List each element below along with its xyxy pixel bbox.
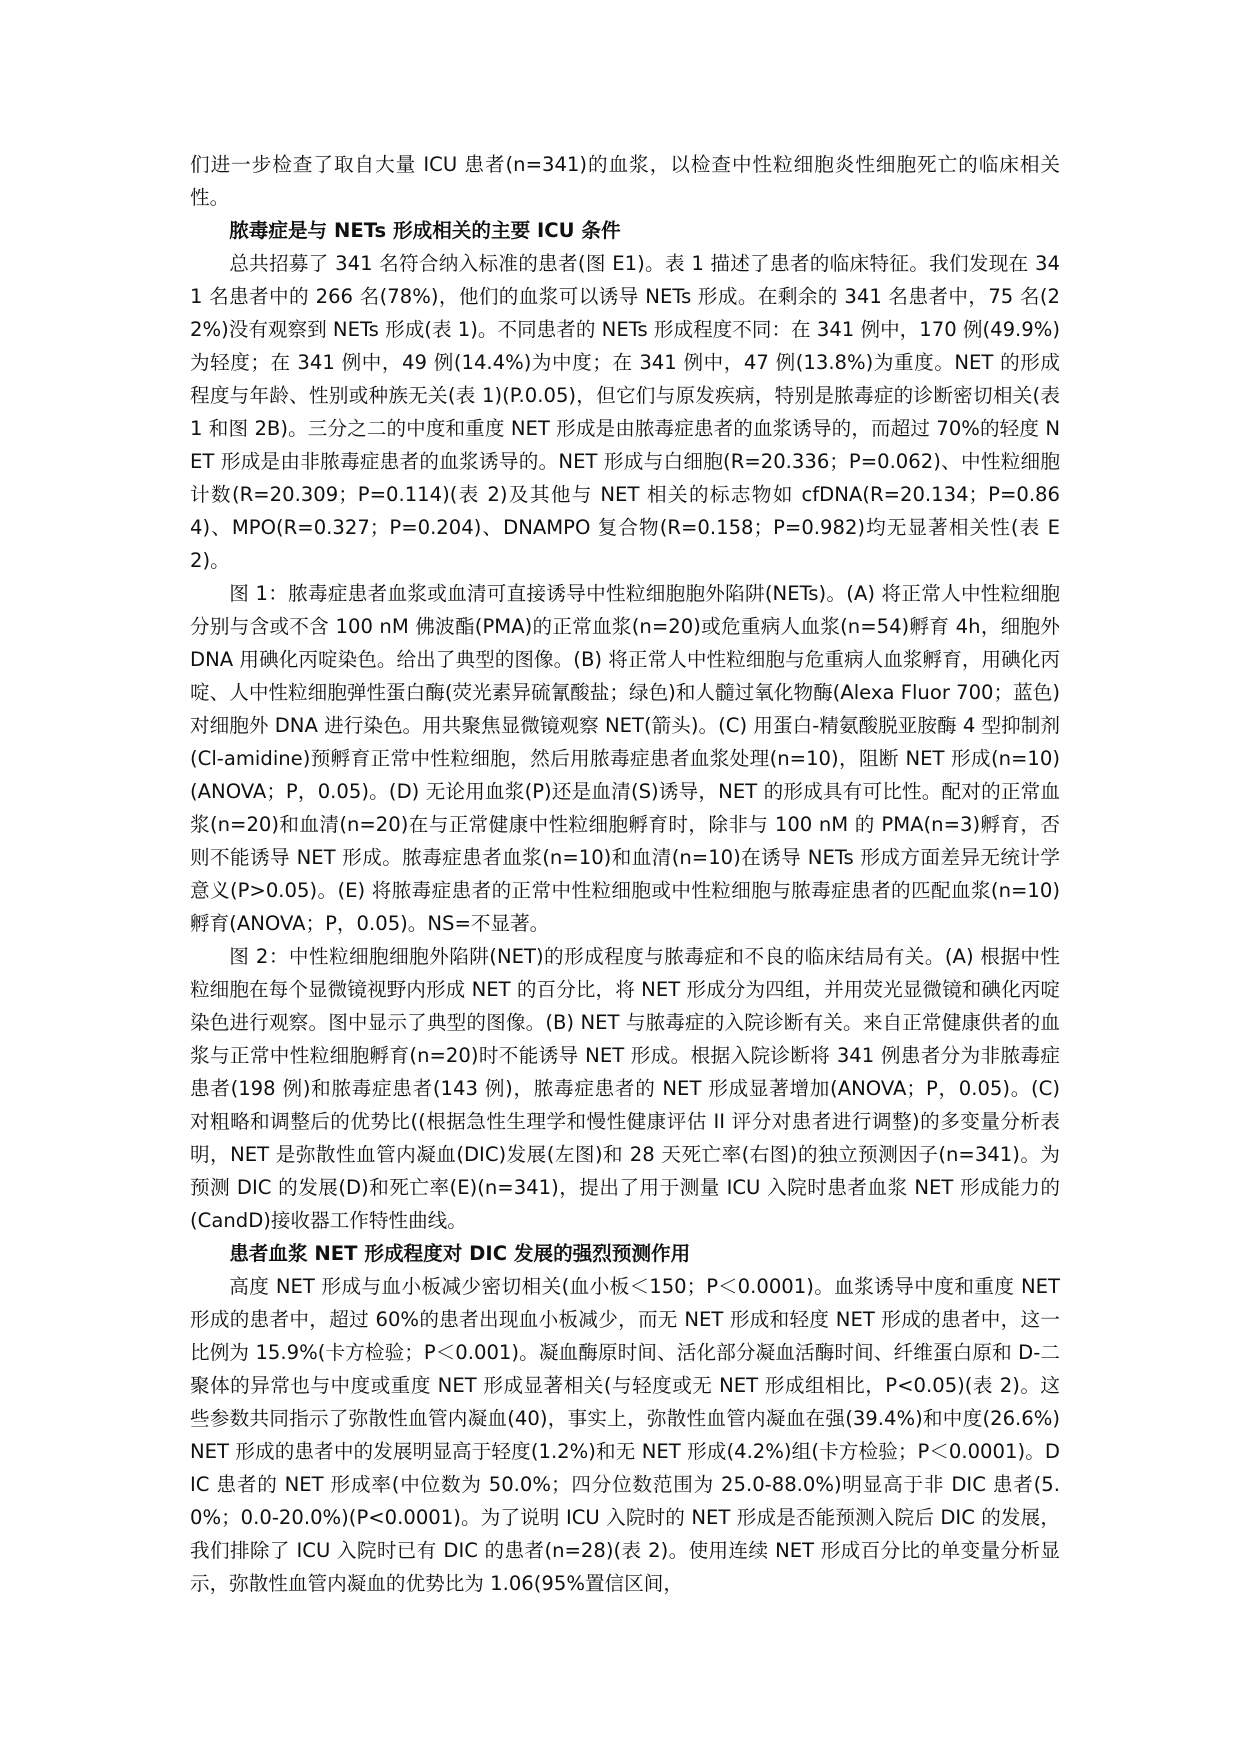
paragraph-intro: 们进一步检查了取自大量 ICU 患者(n=341)的血浆，以检查中性粒细胞炎性细胞死亡的临床相关性。 (190, 153, 1060, 209)
figure-1-caption: 图 1：脓毒症患者血浆或血清可直接诱导中性粒细胞胞外陷阱(NETs)。(A) 将正常人中性粒细胞分别与含或不含 100 nM 佛波酯(PMA)的正常血浆(n=20)或危重病人血浆(n=54)孵育 4h，细胞外 DNA 用碘化丙啶染色。给出了典型的图像。(B) 将正常人中性粒细胞与危重病人血浆孵育，用碘化丙啶、人中性粒细胞弹性蛋白酶(荧光素异硫氰酸盐；绿色)和人髓过氧化物酶(Alexa Fluor 700；蓝色)对细胞外 DNA 进行染色。用共聚焦显微镜观察 NET(箭头)。(C) 用蛋白-精氨酸脱亚胺酶 4 型抑制剂(Cl-amidine)预孵育正常中性粒细胞，然后用脓毒症患者血浆处理(n=10)，阻断 NET 形成(n=10)(ANOVA；P，0.05)。(D) 无论用血浆(P)还是血清(S)诱导，NET 的形成具有可比性。配对的正常血浆(n=20)和血清(n=20)在与正常健康中性粒细胞孵育时，除非与 100 nM 的 PMA(n=3)孵育，否则不能诱导 NET 形成。脓毒症患者血浆(n=10)和血清(n=10)在诱导 NETs 形成方面差异无统计学意义(P>0.05)。(E) 将脓毒症患者的正常中性粒细胞或中性粒细胞与脓毒症患者的匹配血浆(n=10)孵育(ANOVA；P，0.05)。NS=不显著。 (190, 582, 1060, 935)
figure-2-caption: 图 2：中性粒细胞细胞外陷阱(NET)的形成程度与脓毒症和不良的临床结局有关。(A) 根据中性粒细胞在每个显微镜视野内形成 NET 的百分比，将 NET 形成分为四组，并用荧光显微镜和碘化丙啶染色进行观察。图中显示了典型的图像。(B) NET 与脓毒症的入院诊断有关。来自正常健康供者的血浆与正常中性粒细胞孵育(n=20)时不能诱导 NET 形成。根据入院诊断将 341 例患者分为非脓毒症患者(198 例)和脓毒症患者(143 例)，脓毒症患者的 NET 形成显著增加(ANOVA；P，0.05)。(C) 对粗略和调整后的优势比((根据急性生理学和慢性健康评估 II 评分对患者进行调整)的多变量分析表明，NET 是弥散性血管内凝血(DIC)发展(左图)和 28 天死亡率(右图)的独立预测因子(n=341)。为预测 DIC 的发展(D)和死亡率(E)(n=341)，提出了用于测量 ICU 入院时患者血浆 NET 形成能力的(CandD)接收器工作特性曲线。 (190, 945, 1060, 1232)
section-heading-sepsis: 脓毒症是与 NETs 形成相关的主要 ICU 条件 (229, 219, 621, 242)
paragraph-dic-results: 高度 NET 形成与血小板减少密切相关(血小板＜150；P＜0.0001)。血浆诱导中度和重度 NET 形成的患者中，超过 60%的患者出现血小板减少，而无 NET 形成和轻度 NET 形成的患者中，这一比例为 15.9%(卡方检验；P＜0.001)。凝血酶原时间、活化部分凝血活酶时间、纤维蛋白原和 D-二聚体的异常也与中度或重度 NET 形成显著相关(与轻度或无 NET 形成组相比，P<0.05)(表 2)。这些参数共同指示了弥散性血管内凝血(40)，事实上，弥散性血管内凝血在强(39.4%)和中度(26.6%)NET 形成的患者中的发展明显高于轻度(1.2%)和无 NET 形成(4.2%)组(卡方检验；P＜0.0001)。DIC 患者的 NET 形成率(中位数为 50.0%；四分位数范围为 25.0-88.0%)明显高于非 DIC 患者(5.0%；0.0-20.0%)(P<0.0001)。为了说明 ICU 入院时的 NET 形成是否能预测入院后 DIC 的发展，我们排除了 ICU 入院时已有 DIC 的患者(n=28)(表 2)。使用连续 NET 形成百分比的单变量分析显示，弥散性血管内凝血的优势比为 1.06(95%置信区间， (190, 1275, 1060, 1595)
paragraph-patient-results: 总共招募了 341 名符合纳入标准的患者(图 E1)。表 1 描述了患者的临床特征。我们发现在 341 名患者中的 266 名(78%)，他们的血浆可以诱导 NETs 形成。在剩余的 341 名患者中，75 名(22%)没有观察到 NETs 形成(表 1)。不同患者的 NETs 形成程度不同：在 341 例中，170 例(49.9%)为轻度；在 341 例中，49 例(14.4%)为中度；在 341 例中，47 例(13.8%)为重度。NET 的形成程度与年龄、性别或种族无关(表 1)(P.0.05)，但它们与原发疾病，特别是脓毒症的诊断密切相关(表 1 和图 2B)。三分之二的中度和重度 NET 形成是由脓毒症患者的血浆诱导的，而超过 70%的轻度 NET 形成是由非脓毒症患者的血浆诱导的。NET 形成与白细胞(R=20.336；P=0.062)、中性粒细胞计数(R=20.309；P=0.114)(表 2)及其他与 NET 相关的标志物如 cfDNA(R=20.134；P=0.864)、MPO(R=0.327；P=0.204)、DNAMPO 复合物(R=0.158；P=0.982)均无显著相关性(表 E2)。 (190, 252, 1061, 572)
section-heading-dic: 患者血浆 NET 形成程度对 DIC 发展的强烈预测作用 (229, 1242, 691, 1265)
